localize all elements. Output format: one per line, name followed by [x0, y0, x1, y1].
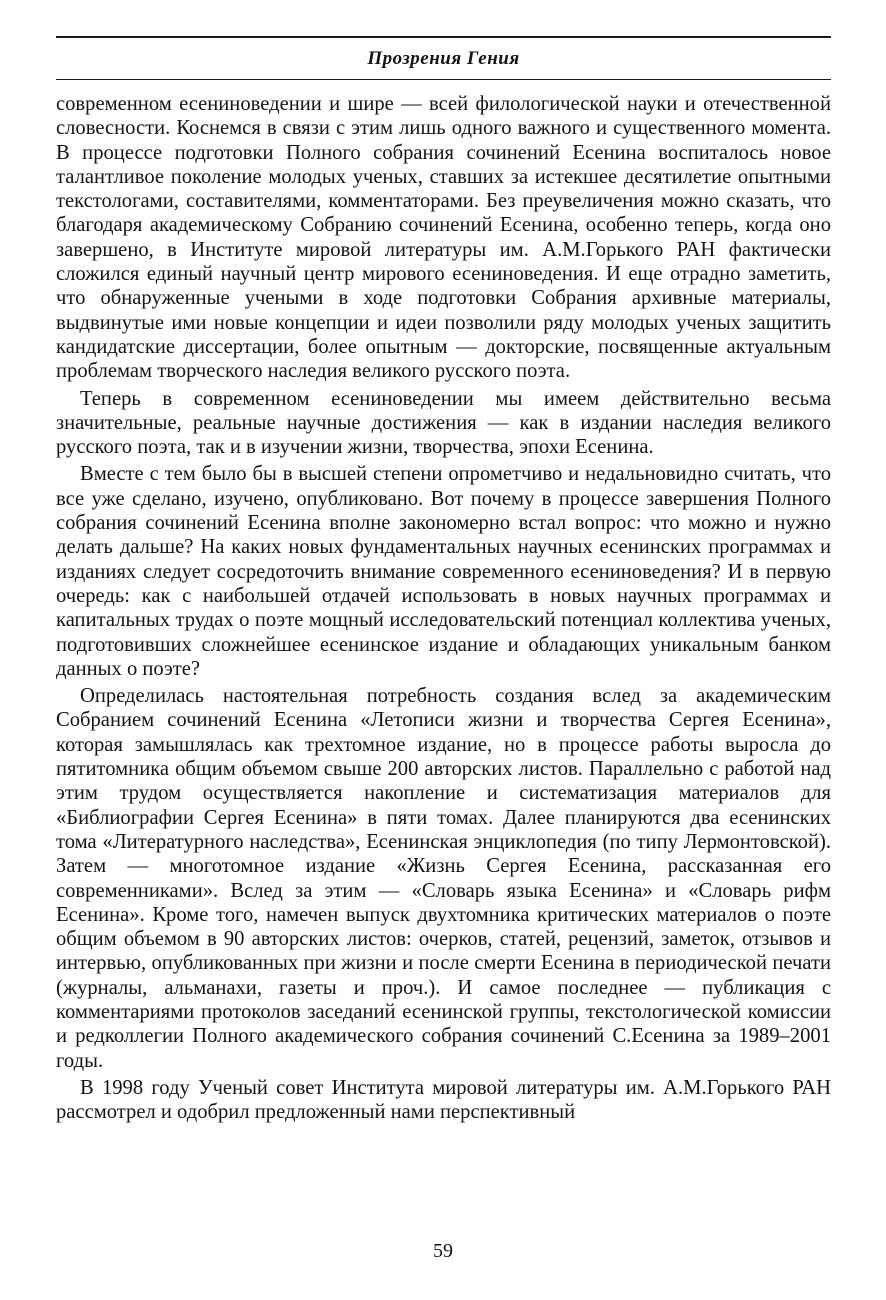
running-header-title: Прозрения Гения — [367, 47, 520, 69]
paragraph: Определилась настоятельная потребность создания вслед за академическим Собранием сочинений Есенина «Летописи жизни и творчества Сергея Есенина», которая замышлялась как трехтомное издание, но в процессе работы выросла до пятитомника общим объемом свыше 200 авторских листов. Параллельно с работой над этим трудом осуществляется накопление и систематизация материалов для «Библиографии Сергея Есенина» в пяти томах. Далее планируются два есенинских тома «Литературного наследства», Есенинская энциклопедия (по типу Лермонтовской). Затем — многотомное издание «Жизнь Сергея Есенина, рассказанная его современниками». Вслед за этим — «Словарь языка Есенина» и «Словарь рифм Есенина». Кроме того, намечен выпуск двухтомника критических материалов о поэте общим объемом в 90 авторских листов: очерков, статей, рецензий, заметок, отзывов и интервью, опубликованных при жизни и после смерти Есенина в периодической печати (журналы, альманахи, газеты и проч.). И самое последнее — публикация с комментариями протоколов заседаний есенинской группы, текстологической комиссии и редколлегии Полного академического собрания сочинений С.Есенина за 1989–2001 годы. — [56, 685, 831, 1072]
book-page — [56, 36, 831, 1127]
running-header — [56, 36, 831, 80]
paragraph: Теперь в современном есениноведении мы имеем действительно весьма значительные, реальные научные достижения — как в издании наследия великого русского поэта, так и в изучении жизни, творчества, эпохи Есенина. — [56, 387, 831, 459]
body-text — [56, 92, 831, 1124]
page-number: 59 — [433, 1240, 453, 1262]
paragraph: Вместе с тем было бы в высшей степени опрометчиво и недальновидно считать, что все уже сделано, изучено, опубликовано. Вот почему в процессе завершения Полного собрания сочинений Есенина вполне закономерно встал вопрос: что можно и нужно делать дальше? На каких новых фундаментальных научных есенинских программах и изданиях следует сосредоточить внимание современного есениноведения? И в первую очередь: как с наибольшей отдачей использовать в новых научных программах и капитальных трудах о поэте мощный исследовательский потенциал коллектива ученых, подготовивших сложнейшее есенинское издание и обладающих уникальным банком данных о поэте? — [56, 463, 831, 680]
paragraph: В 1998 году Ученый совет Института мировой литературы им. А.М.Горького РАН рассмотрел и одобрил предложенный нами перспективный — [56, 1076, 831, 1124]
paragraph: современном есениноведении и шире — всей филологической науки и отечественной словесности. Коснемся в связи с этим лишь одного важного и существенного момента. В процессе подготовки Полного собрания сочинений Есенина воспиталось новое талантливое поколение молодых ученых, ставших за истекшее десятилетие опытными текстологами, составителями, комментаторами. Без преувеличения можно сказать, что благодаря академическому Собранию сочинений Есенина, особенно теперь, когда оно завершено, в Институте мировой литературы им. А.М.Горького РАН фактически сложился единый научный центр мирового есениноведения. И еще отрадно заметить, что обнаруженные учеными в ходе подготовки Собрания архивные материалы, выдвинутые ими новые концепции и идеи позволили ряду молодых ученых защитить кандидатские диссертации, более опытным — докторские, посвященные актуальным проблемам творческого наследия великого русского поэта. — [56, 93, 831, 383]
